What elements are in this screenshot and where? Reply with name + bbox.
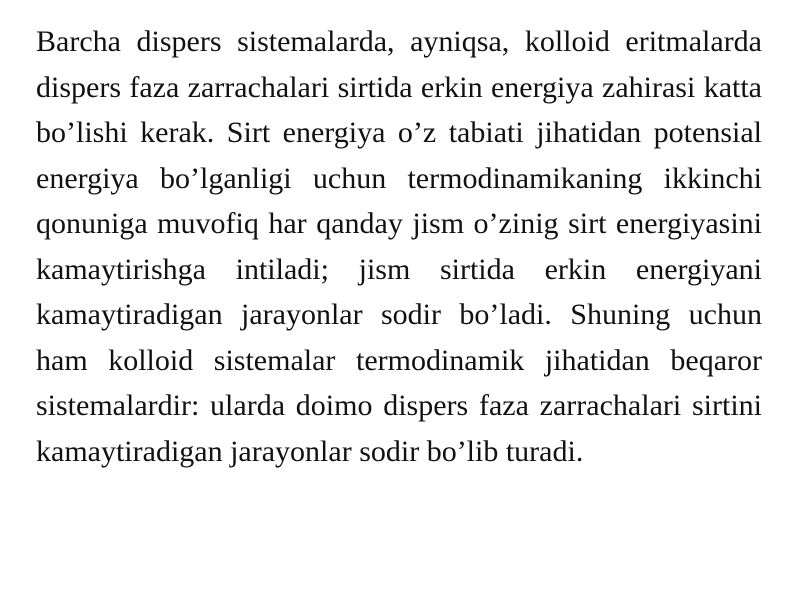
body-paragraph: Barcha dispers sistemalarda, ayniqsa, kolloid eritmalarda dispers faza zarrachalari sirtida erkin energiya zahirasi katta bo’lishi kerak. Sirt energiya o’z tabiati jihatidan potensial energiya bo’lganligi uchun termodinamikaning ikkinchi qonuniga muvofiq har qanday jism o’zinig sirt energiyasini kamaytirishga intiladi; jism sirtida erkin energiyani kamaytiradigan jarayonlar sodir bo’ladi. Shuning uchun ham kolloid sistemalar termodinamik jihatidan beqaror sistemalardir: ularda doimo dispers faza zarrachalari sirtini kamaytiradigan jarayonlar sodir bo’lib turadi. xyxy=(36,25,762,468)
